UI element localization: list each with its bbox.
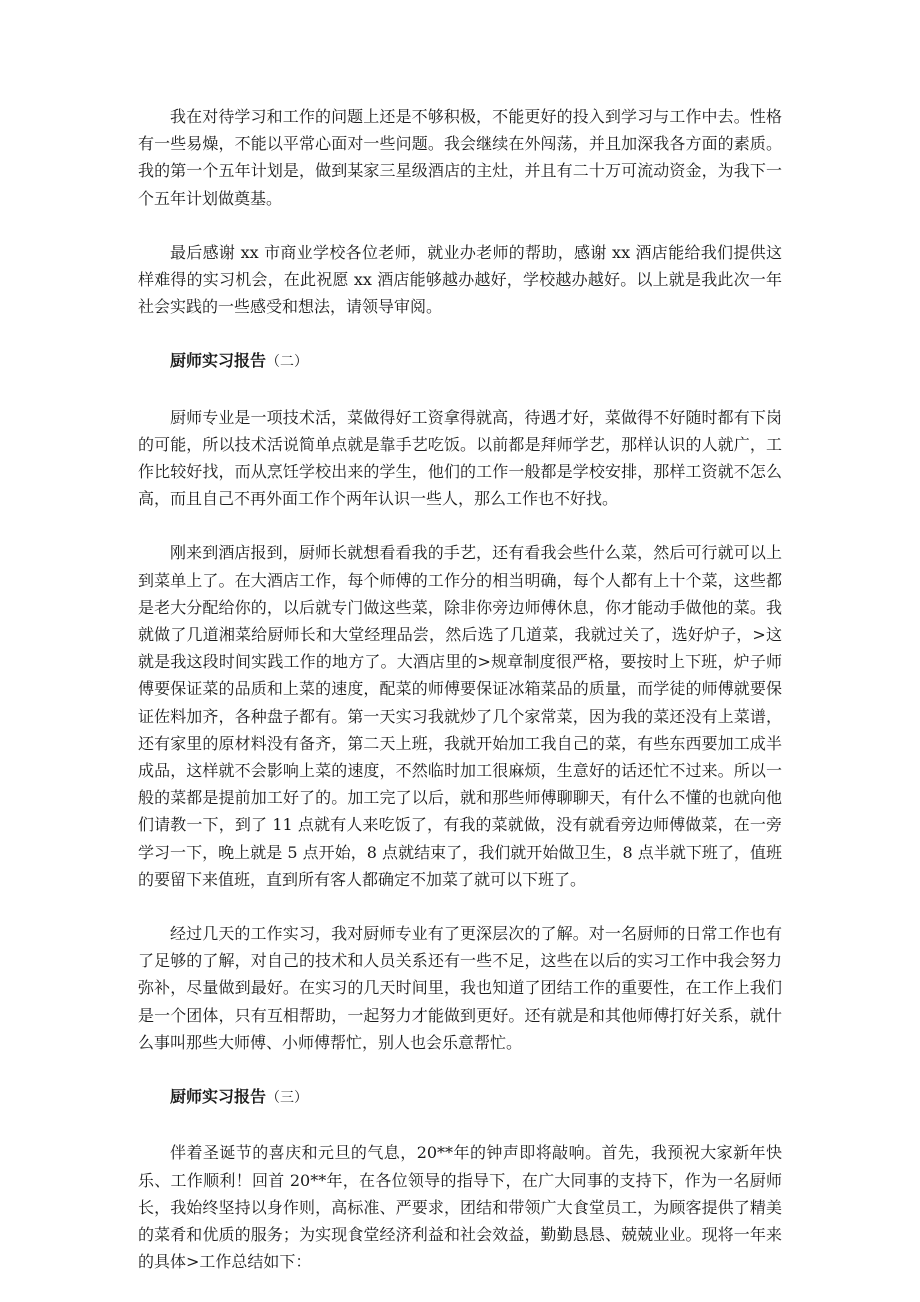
paragraph-year-summary: 伴着圣诞节的喜庆和元旦的气息，20**年的钟声即将敲响。首先，我预祝大家新年快乐、工作顺利！回首 20**年，在各位领导的指导下，在广大同事的支持下，作为一名厨师长，我始终坚持以身作则，高标准、严要求，团结和带领广大食堂员工，为顾客提供了精美的菜肴和优质的服务；为实现食堂经济利益和社会效益，勤勤恳恳、兢兢业业。现将一年来的具体>工作总结如下： bbox=[138, 1143, 782, 1272]
section-number-2: （二） bbox=[266, 354, 309, 371]
paragraph-internship-reflection: 经过几天的工作实习，我对厨师专业有了更深层次的了解。对一名厨师的日常工作也有了足够的了解，对自己的技术和人员关系还有一些不足，这些在以后的实习工作中我会努力弥补，尽量做到最好。在实习的几天时间里，我也知道了团结工作的重要性，在工作上我们是一个团体，只有互相帮助，一起努力才能做到更好。还有就是和其他师傅打好关系，就什么事叫那些大师傅、小师傅帮忙，别人也会乐意帮忙。 bbox=[138, 924, 782, 1052]
section-title-2: 厨师实习报告 bbox=[170, 351, 267, 371]
section-number-3: （三） bbox=[266, 1090, 309, 1107]
section-heading-3 bbox=[138, 1083, 782, 1112]
paragraph-shortcomings-plan: 我在对待学习和工作的问题上还是不够积极，不能更好的投入到学习与工作中去。性格有一些易燥，不能以平常心面对一些问题。我会继续在外闯荡，并且加深我各方面的素质。我的第一个五年计划是，做到某家三星级酒店的主灶，并且有二十万可流动资金，为我下一个五年计划做奠基。 bbox=[138, 107, 782, 208]
paragraph-chef-profession: 厨师专业是一项技术活，菜做得好工资拿得就高，待遇才好，菜做得不好随时都有下岗的可能，所以技术活说简单点就是靠手艺吃饭。以前都是拜师学艺，那样认识的人就广，工作比较好找，而从烹饪学校出来的学生，他们的工作一般都是学校安排，那样工资就不怎么高，而且自己不再外面工作个两年认识一些人，那么工作也不好找。 bbox=[138, 407, 782, 509]
paragraph-hotel-work: 刚来到酒店报到，厨师长就想看看我的手艺，还有看我会些什么菜，然后可行就可以上到菜单上了。在大酒店工作，每个师傅的工作分的相当明确，每个人都有上十个菜，这些都是老大分配给你的，以后就专门做这些菜，除非你旁边师傅休息，你才能动手做他的菜。我就做了几道湘菜给厨师长和大堂经理品尝，然后选了几道菜，我就过关了，选好炉子，>这就是我这段时间实践工作的地方了。大酒店里的>规章制度很严格，要按时上下班，炉子师傅要保证菜的品质和上菜的速度，配菜的师傅要保证冰箱菜品的质量，而学徒的师傅就要保证佐料加齐，各种盘子都有。第一天实习我就炒了几个家常菜，因为我的菜还没有上菜谱，还有家里的原材料没有备齐，第二天上班，我就开始加工我自己的菜，有些东西要加工成半成品，这样就不会影响上菜的速度，不然临时加工很麻烦，生意好的话还忙不过来。所以一般的菜都是提前加工好了的。加工完了以后，就和那些师傅聊聊天，有什么不懂的也就向他们请教一下，到了 11 点就有人来吃饭了，有我的菜就做，没有就看旁边师傅做菜，在一旁学习一下，晚上就是 5 点开始，8 点就结束了，我们就开始做卫生，8 点半就下班了，值班的要留下来值班，直到所有客人都确定不加菜了就可以下班了。 bbox=[138, 543, 782, 889]
section-title-3: 厨师实习报告 bbox=[170, 1087, 267, 1107]
paragraph-thanks: 最后感谢 xx 市商业学校各位老师，就业办老师的帮助，感谢 xx 酒店能给我们提供这样难得的实习机会，在此祝愿 xx 酒店能够越办越好，学校越办越好。以上就是我此次一年社会实践的一些感受和想法，请领导审阅。 bbox=[138, 242, 782, 317]
section-heading-2 bbox=[138, 347, 782, 376]
